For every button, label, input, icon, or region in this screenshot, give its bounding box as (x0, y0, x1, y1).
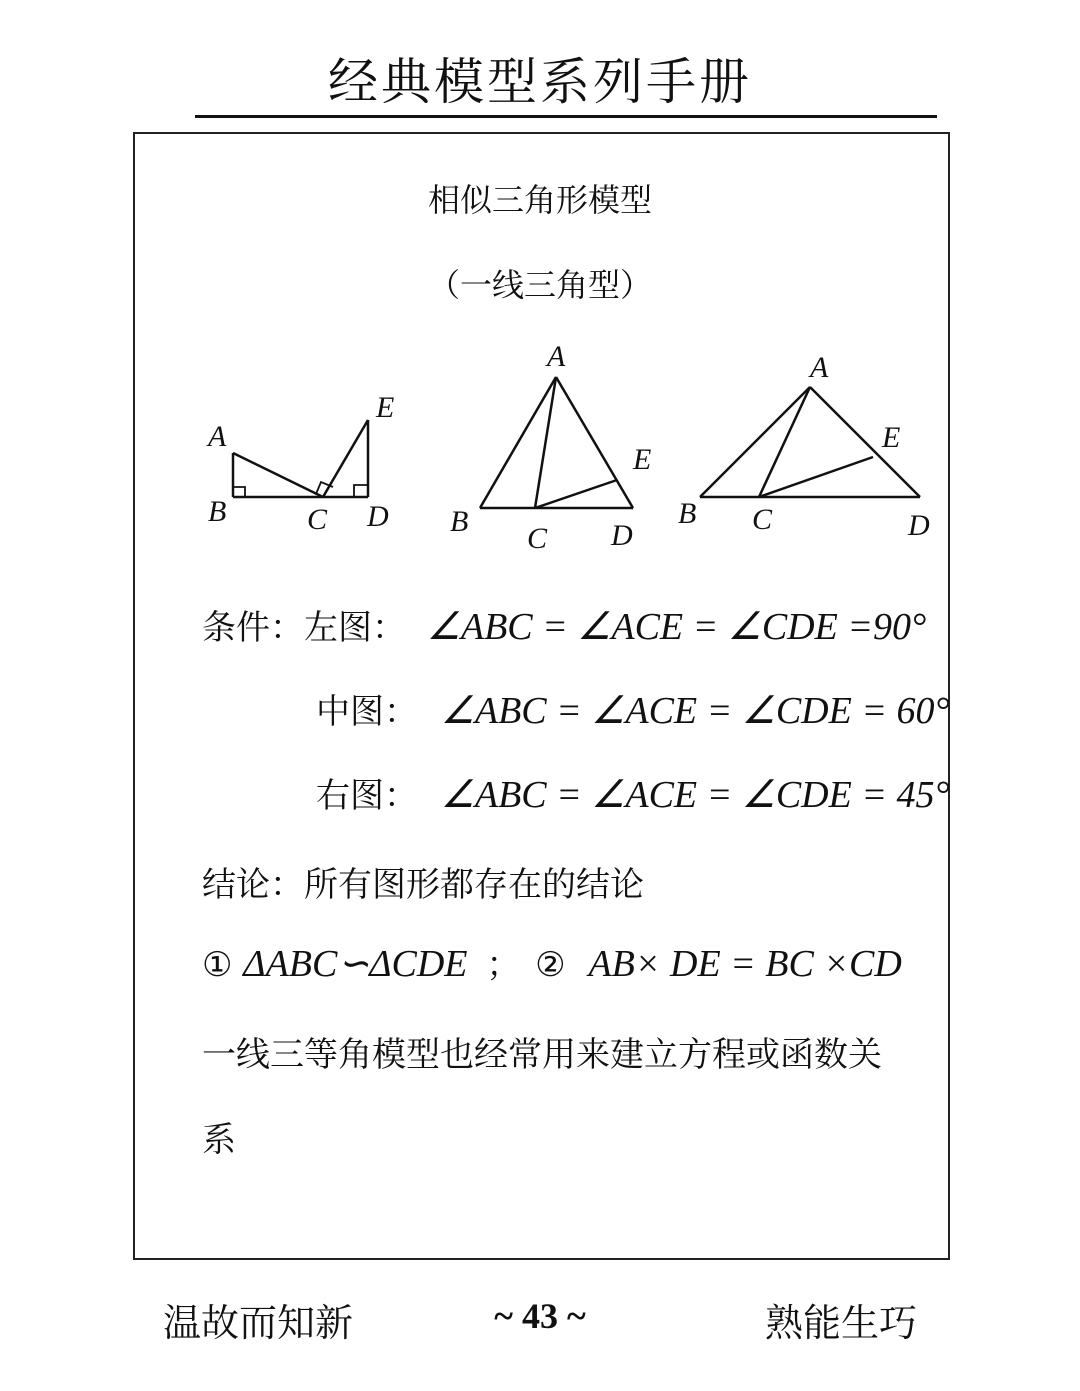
conclusion-note-line1: 一线三等角模型也经常用来建立方程或函数关 (202, 1035, 882, 1075)
fig-left-label-e: E (376, 391, 395, 424)
geometry-figures (0, 330, 1080, 560)
condition-right-formula: ∠ABC = ∠ACE = ∠CDE = 45° (440, 774, 950, 816)
fig-left-label-d: D (367, 500, 389, 533)
conclusion-note-line2: 系 (202, 1120, 236, 1160)
figure-left (233, 420, 368, 497)
conclusion-items-row (202, 937, 902, 986)
condition-label: 条件： (202, 608, 304, 648)
condition-right-row (316, 768, 950, 817)
fig-right-label-d: D (908, 509, 930, 542)
conclusion-item1: ΔABC∽ΔCDE (243, 943, 468, 985)
conclusion-item2: AB× DE = BC ×CD (588, 943, 902, 985)
section-title: 相似三角形模型 (427, 181, 652, 219)
footer-right-text: 熟能生巧 (765, 1301, 918, 1345)
footer-left-text: 温故而知新 (163, 1301, 354, 1345)
fig-left-label-b: B (208, 495, 227, 528)
fig-left-label-c: C (307, 503, 328, 536)
conclusion-heading: 结论：所有图形都存在的结论 (202, 865, 644, 905)
condition-right-label: 右图： (316, 776, 418, 816)
fig-right-label-a: A (810, 351, 829, 384)
condition-left-label: 左图： (304, 608, 406, 648)
fig-middle-label-e: E (633, 443, 652, 476)
condition-left-formula: ∠ABC = ∠ACE = ∠CDE =90° (426, 606, 927, 648)
conclusion-item2-marker: ② (535, 945, 566, 985)
fig-right-label-c: C (752, 503, 773, 536)
right-angle-mark-d (354, 485, 368, 497)
fig-left-label-a: A (208, 420, 227, 453)
section-subtitle: （一线三角型） (427, 266, 652, 304)
header-divider (195, 115, 937, 118)
figure-middle (480, 377, 633, 508)
fig-middle-label-d: D (611, 519, 633, 552)
fig-middle-label-b: B (450, 505, 469, 538)
right-angle-mark-b (233, 487, 245, 497)
conclusion-separator: ； (486, 945, 521, 985)
page-number: ~ 43 ~ (494, 1296, 586, 1336)
segment-ce (535, 480, 617, 508)
segment-ab (700, 387, 810, 497)
condition-middle-formula: ∠ABC = ∠ACE = ∠CDE = 60° (440, 690, 950, 732)
fig-middle-label-c: C (527, 522, 548, 555)
page-header-title: 经典模型系列手册 (328, 53, 752, 111)
fig-right-label-e: E (882, 421, 901, 454)
segment-ad (810, 387, 920, 497)
segment-ac (233, 453, 323, 497)
fig-right-label-b: B (678, 497, 697, 530)
condition-left-row (202, 600, 926, 649)
fig-middle-label-a: A (547, 340, 566, 373)
condition-middle-label: 中图： (316, 692, 418, 732)
conclusion-item1-marker: ① (202, 945, 233, 985)
condition-middle-row (316, 684, 950, 733)
